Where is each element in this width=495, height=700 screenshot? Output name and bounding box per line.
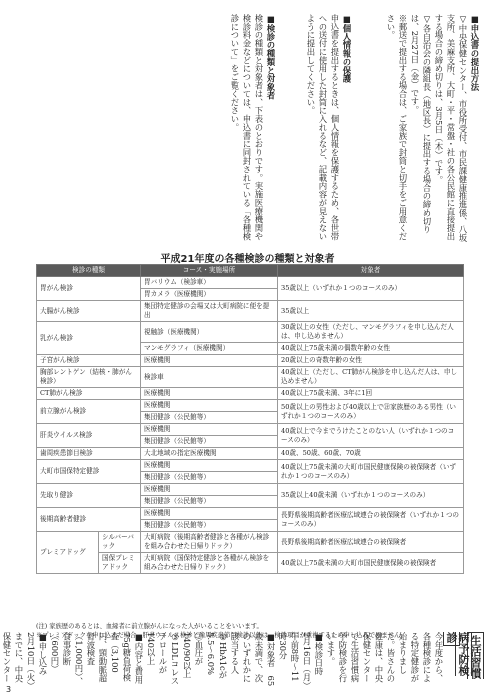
exam-name: 後期高齢者健診: [37, 508, 141, 532]
exam-course: 集団健診（公民館等）: [141, 496, 278, 508]
exam-course: 大町病院（国保特定健診と各種がん検診を組み合わせた日帰りドック）: [141, 553, 278, 574]
exam-course: 医療機関: [141, 424, 278, 436]
exam-course: 集団健診（公民館等）: [141, 436, 278, 448]
lifestyle-criteria-1: ①HbA1cが5.5〜6.0%: [206, 632, 228, 680]
table-row: [37, 388, 464, 400]
exam-name: 大腸がん検診: [37, 301, 141, 322]
application-section: [371, 14, 481, 246]
exam-target: 35歳以上40歳未満（いずれか１つのコースのみ）: [278, 484, 464, 508]
exam-name: プレミアドッグ: [37, 532, 99, 574]
exam-target: 30歳以上の女性（ただし、マンモグラフィを申し込んだ人は、申し込めません）: [278, 322, 464, 343]
exam-course: 集団健診（公民館等）: [141, 472, 278, 484]
application-line-1: ▽中央保健センター、市役所受付、市民課健康推進係、八坂支所、美麻支所、大町・平・常盤・社の各公民館に直接提出する場合の締め切りは、3月5日（木）です。: [434, 14, 468, 243]
types-text: 検診の種類と対象者は、下表のとおりです。実施医療機関や検診料金などについては、申込書に同封されている「各種検診について」をご覧ください。: [230, 14, 264, 241]
exam-target: 40歳以上（ただし、CT肺がん検診を申し込んだ人は、申し込めません）: [278, 367, 464, 388]
note-family-history: (注) 家族歴のあるとは、血縁者に前立腺がんになった人がいることをいいます。: [36, 623, 263, 630]
privacy-text: 申込書を提出するときは、個人情報を保護するため、各世帯への送付に使用した封筒に入れるなど、記載内容が見えないように提出してください。: [306, 14, 340, 241]
exam-subtype: シルバーバック: [99, 532, 141, 553]
exam-target: 20歳以上の奇数年齢の女性: [278, 355, 464, 367]
exam-table: [36, 264, 464, 574]
header-course: コース・実施場所: [141, 265, 278, 277]
types-section: [179, 14, 277, 246]
exam-target: 40歳以上75歳未満の大町市国民健康保険の被保険者（いずれか１つのコースのみ）: [278, 460, 464, 484]
exam-course: 医療機関: [141, 400, 278, 412]
exam-name: 歯周疾患節目検診: [37, 448, 141, 460]
exam-course: 検診車: [141, 367, 278, 388]
exam-course: 大町病院（後期高齢者健診と各種がん検診を組み合わせた日帰りドック）: [141, 532, 278, 553]
exam-subtype: 国保プレミアドック: [99, 553, 141, 574]
table-row: [37, 301, 464, 322]
application-line-2: ▽各自治会の隣組長（地区長）に提出する場合の締め切りは、2月27日（金）です。: [410, 14, 432, 234]
exam-course: 医療機関: [141, 484, 278, 496]
table-row: [37, 553, 464, 574]
lifestyle-intro: 今年度から、各種検診による特定健診が始まりました。皆さんの健康は、中央保健センターで生活習慣病予防検診を行います。: [326, 632, 444, 683]
exam-name: 胸部レントゲン（結核・肺がん検診）: [37, 367, 141, 388]
exam-target: 35歳以上: [278, 301, 464, 322]
exam-name: 子宮がん検診: [37, 355, 141, 367]
exam-name: 前立腺がん検診: [37, 400, 141, 424]
exam-target: 40歳以上75歳未満の大町市国民健康保険の被保険者: [278, 553, 464, 574]
exam-target: 50歳以上の男性および40歳以上で㊟家族歴のある男性（いずれか１つのコースのみ）: [278, 400, 464, 424]
lifestyle-title: 生活習慣病予防検診: [445, 632, 482, 679]
privacy-section: [283, 14, 353, 246]
table-row: [37, 367, 464, 388]
exam-course: 集団健診（公民館等）: [141, 520, 278, 532]
table-row: [37, 424, 464, 436]
table-row: [37, 277, 464, 289]
note-premium-dock: ※プレミアドックを申し込んだ場合、肝炎ウイルス検診と歯周疾患節目検診以外は、検診項目が重複するため申し込みできません。: [36, 631, 408, 639]
exam-course: 胃カメラ（医療機関）: [141, 289, 278, 301]
exam-course: 視触診（医療機関）: [141, 322, 278, 343]
exam-name: 大町市国保特定健診: [37, 460, 141, 484]
exam-course: 医療機関: [141, 460, 278, 472]
exam-course: 大北地域の指定医療機関: [141, 448, 278, 460]
table-row: [37, 532, 464, 553]
lifestyle-date: ■検診日時 2月16日（月）午前8時〜11時30分: [278, 632, 324, 686]
exam-target: 長野県後期高齢者医療広域連合の被保険者: [278, 532, 464, 553]
exam-course: 集団特定健診の会場又は大町病院に便を提出: [141, 301, 278, 322]
exam-course: 医療機関: [141, 388, 278, 400]
exam-course: マンモグラフィ（医療機関）: [141, 343, 278, 355]
table-row: [37, 484, 464, 496]
exam-target: 40歳、50歳、60歳、70歳: [278, 448, 464, 460]
lifestyle-criteria-3: ③LDLコレステロールが140以上: [146, 632, 180, 686]
application-line-3: ※郵送で提出する場合は、ご家族で封筒と切手をご用意ください。: [386, 14, 408, 241]
lifestyle-criteria-2: ②血圧が140/90以上: [182, 632, 204, 679]
exam-target: 35歳以上（いずれか１つのコースのみ）: [278, 277, 464, 301]
table-title: 平成21年度の各種検診の種類と対象者: [160, 254, 335, 265]
table-row: [37, 448, 464, 460]
application-heading: ■申込書の提出方法: [470, 14, 480, 92]
exam-target: 40歳以上75歳未満の偶数年齢の女性: [278, 343, 464, 355]
types-heading: ■検診の種類と対象者: [266, 14, 276, 100]
exam-name: 胃がん検診: [37, 277, 141, 301]
exam-name: 乳がん検診: [37, 322, 141, 355]
header-type: 検診の種類: [37, 265, 141, 277]
table-row: [37, 460, 464, 472]
exam-target: 40歳以上75歳未満、3年に1回: [278, 388, 464, 400]
lifestyle-cost: ■内容と費用 75g糖負荷検査（3,100円、頸動脈超音波検査（1,000円）、食事診断（600円）: [50, 632, 144, 693]
privacy-heading: ■個人情報の保護: [342, 14, 352, 83]
exam-target: 40歳以上で今までうけたことのない人（いずれか１つのコースのみ）: [278, 424, 464, 448]
table-row: [37, 508, 464, 520]
table-row: [37, 355, 464, 367]
exam-name: 肝炎ウイルス検診: [37, 424, 141, 448]
exam-name: CT肺がん検診: [37, 388, 141, 400]
lifestyle-apply: ■申し込み 2月10日（火）までに、中央保健センター: [2, 632, 48, 686]
exam-course: 医療機関: [141, 508, 278, 520]
exam-course: 医療機関: [141, 355, 278, 367]
exam-course: 集団健診（公民館等）: [141, 412, 278, 424]
exam-name: 先取り健診: [37, 484, 141, 508]
exam-course: 胃バリウム（検診車）: [141, 277, 278, 289]
lifestyle-target: ■対象者 65歳未満で、次のいずれかに該当する人: [230, 632, 276, 687]
table-row: [37, 400, 464, 412]
lifestyle-section: [2, 632, 482, 693]
table-row: [37, 322, 464, 343]
header-target: 対象者: [278, 265, 464, 277]
page-number: 3: [6, 685, 12, 694]
exam-target: 長野県後期高齢者医療広域連合の被保険者（いずれか１つのコースのみ）: [278, 508, 464, 532]
